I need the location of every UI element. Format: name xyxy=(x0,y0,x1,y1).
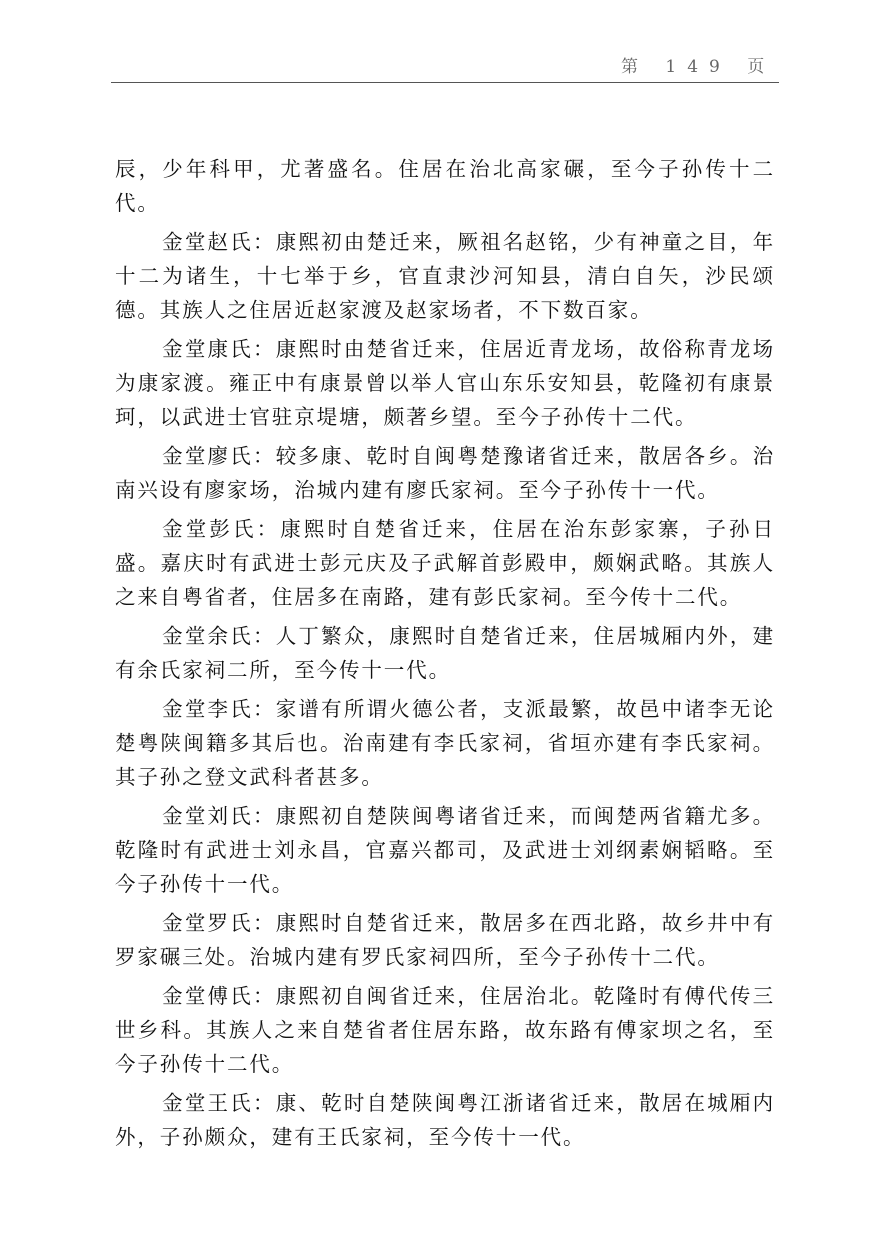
paragraph-luo-clan: 金堂罗氏：康熙时自楚省迁来，散居多在西北路，故乡井中有罗家碾三处。治城内建有罗氏家祠四所，至今子孙传十二代。 xyxy=(115,911,775,969)
body-text xyxy=(115,152,775,1159)
paragraph-yu-clan: 金堂余氏：人丁繁众，康熙时自楚省迁来，住居城厢内外，建有余氏家祠二所，至今传十一代。 xyxy=(115,624,775,682)
paragraph-li-clan: 金堂李氏：家谱有所谓火德公者，支派最繁，故邑中诸李无论楚粤陕闽籍多其后也。治南建有李氏家祠，省垣亦建有李氏家祠。其子孙之登文武科者甚多。 xyxy=(115,697,775,789)
paragraph-peng-clan: 金堂彭氏：康熙时自楚省迁来，住居在治东彭家寨，子孙日盛。嘉庆时有武进士彭元庆及子武解首彭殿申，颇娴武略。其族人之来自粤省者，住居多在南路，建有彭氏家祠。至今传十二代。 xyxy=(115,517,775,609)
paragraph-fu-clan: 金堂傅氏：康熙初自闽省迁来，住居治北。乾隆时有傅代传三世乡科。其族人之来自楚省者住居东路，故东路有傅家坝之名，至今子孙传十二代。 xyxy=(115,984,775,1076)
paragraph-wang-clan: 金堂王氏：康、乾时自楚陕闽粤江浙诸省迁来，散居在城厢内外，子孙颇众，建有王氏家祠，至今传十一代。 xyxy=(115,1091,775,1149)
paragraph-liu-clan: 金堂刘氏：康熙初自楚陕闽粤诸省迁来，而闽楚两省籍尤多。乾隆时有武进士刘永昌，官嘉兴都司，及武进士刘纲素娴韬略。至今子孙传十一代。 xyxy=(115,804,775,896)
paragraph-liao-clan: 金堂廖氏：较多康、乾时自闽粤楚豫诸省迁来，散居各乡。治南兴设有廖家场，治城内建有廖氏家祠。至今子孙传十一代。 xyxy=(115,444,775,502)
paragraph-kang-clan: 金堂康氏：康熙时由楚省迁来，住居近青龙场，故俗称青龙场为康家渡。雍正中有康景曾以举人官山东乐安知县，乾隆初有康景珂，以武进士官驻京堤塘，颇著乡望。至今子孙传十二代。 xyxy=(115,337,775,429)
header-divider xyxy=(111,82,779,83)
paragraph-continuation: 辰，少年科甲，尤著盛名。住居在治北高家碾，至今子孙传十二代。 xyxy=(115,157,775,215)
page-header xyxy=(0,0,888,84)
page-number: 第 149 页 xyxy=(621,57,776,77)
paragraph-zhao-clan: 金堂赵氏：康熙初由楚迁来，厥祖名赵铭，少有神童之目，年十二为诸生，十七举于乡，官直隶沙河知县，清白自矢，沙民颂德。其族人之住居近赵家渡及赵家场者，不下数百家。 xyxy=(115,230,775,322)
